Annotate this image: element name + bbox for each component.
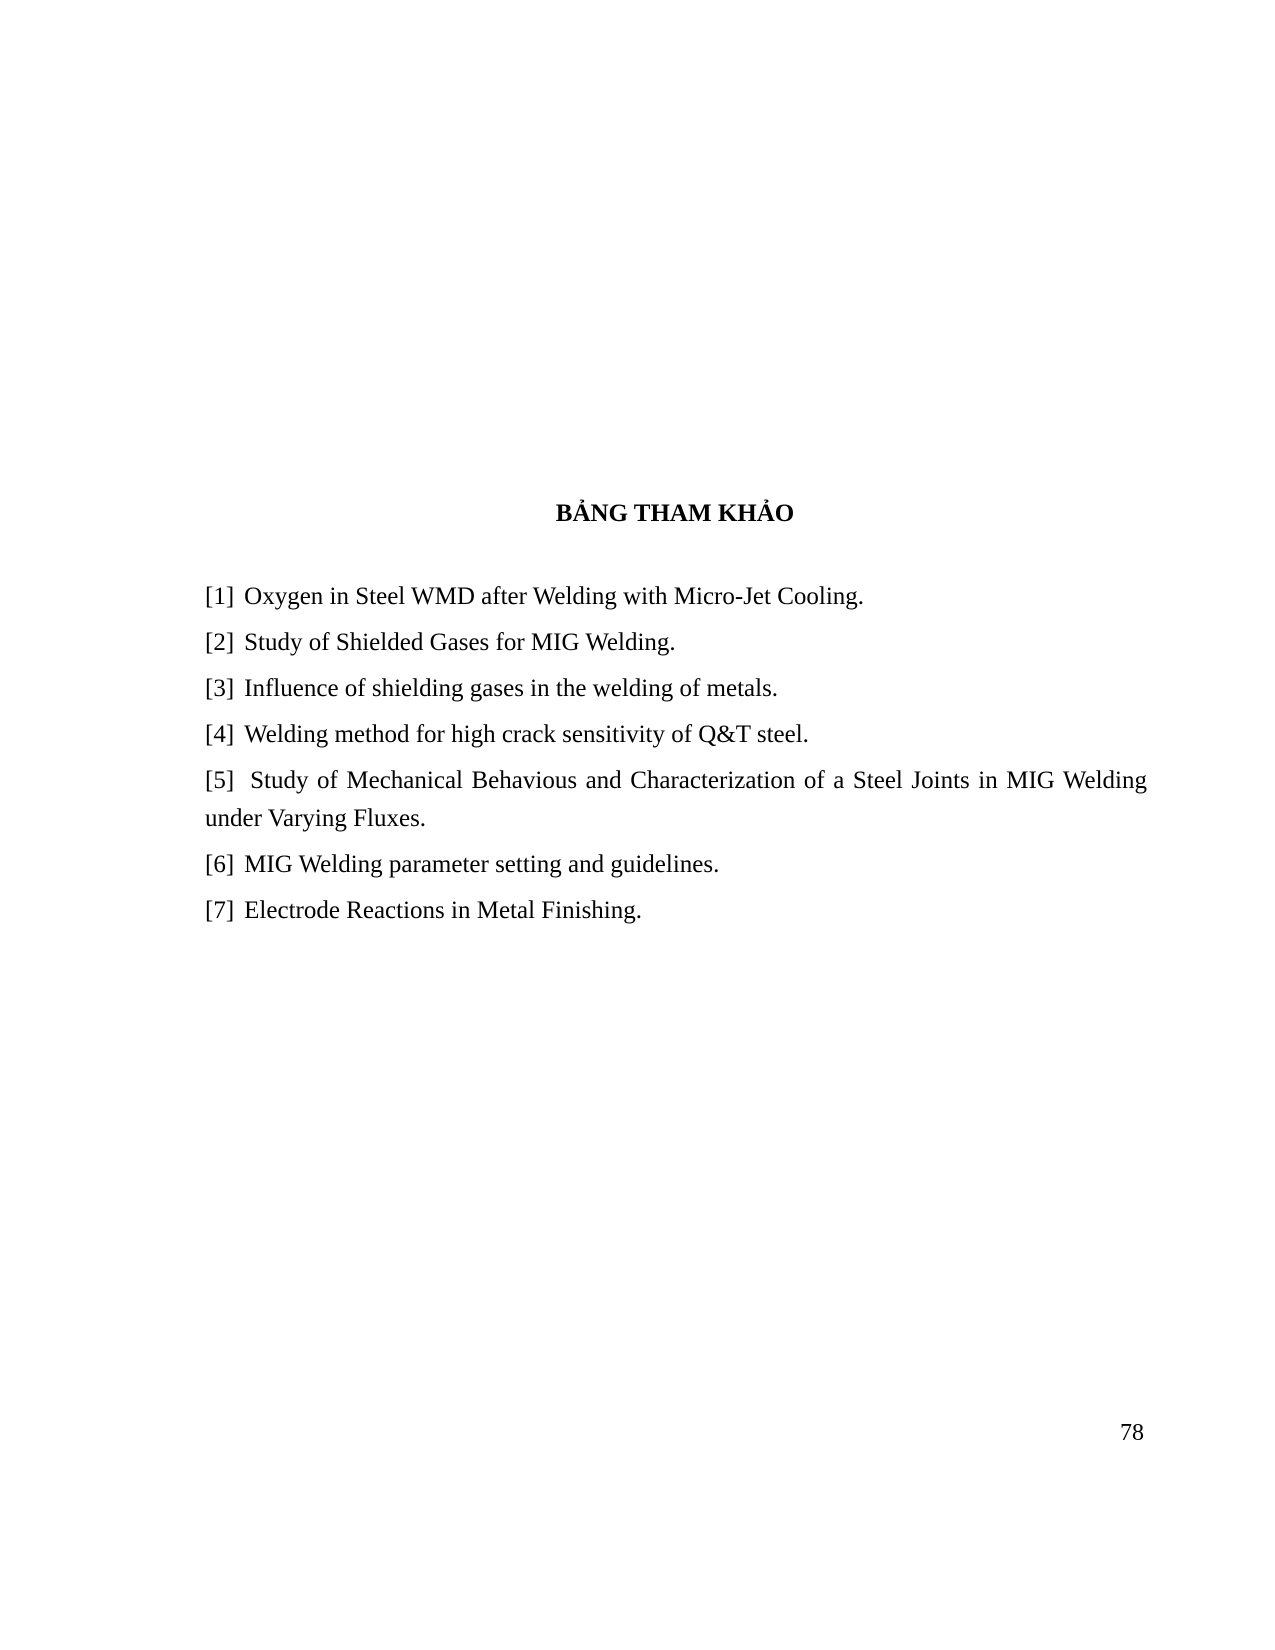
reference-item (205, 624, 1147, 662)
reference-number: [4] (205, 721, 235, 748)
reference-text: Oxygen in Steel WMD after Welding with Micro-Jet Cooling. (244, 583, 865, 610)
reference-text: Study of Mechanical Behavious and Characterization of a Steel Joints in MIG Welding under Varying Fluxes. (205, 767, 1147, 832)
reference-text: Study of Shielded Gases for MIG Welding. (244, 629, 676, 656)
reference-item (205, 670, 1147, 708)
reference-list (205, 578, 1147, 938)
reference-number: [7] (205, 897, 235, 924)
reference-number: [3] (205, 675, 235, 702)
reference-item (205, 846, 1147, 884)
reference-number: [6] (205, 851, 235, 878)
reference-text: MIG Welding parameter setting and guidelines. (244, 851, 720, 878)
reference-number: [1] (205, 583, 235, 610)
reference-text: Influence of shielding gases in the welding of metals. (244, 675, 779, 702)
reference-item (205, 716, 1147, 754)
reference-text: Welding method for high crack sensitivity of Q&T steel. (244, 721, 809, 748)
reference-item (205, 762, 1147, 838)
reference-text: Electrode Reactions in Metal Finishing. (244, 897, 642, 924)
page-title: BẢNG THAM KHẢO (555, 500, 795, 527)
reference-item (205, 578, 1147, 616)
page-number: 78 (1120, 1420, 1144, 1446)
reference-item (205, 892, 1147, 930)
reference-number: [2] (205, 629, 235, 656)
reference-number: [5] (205, 767, 235, 794)
